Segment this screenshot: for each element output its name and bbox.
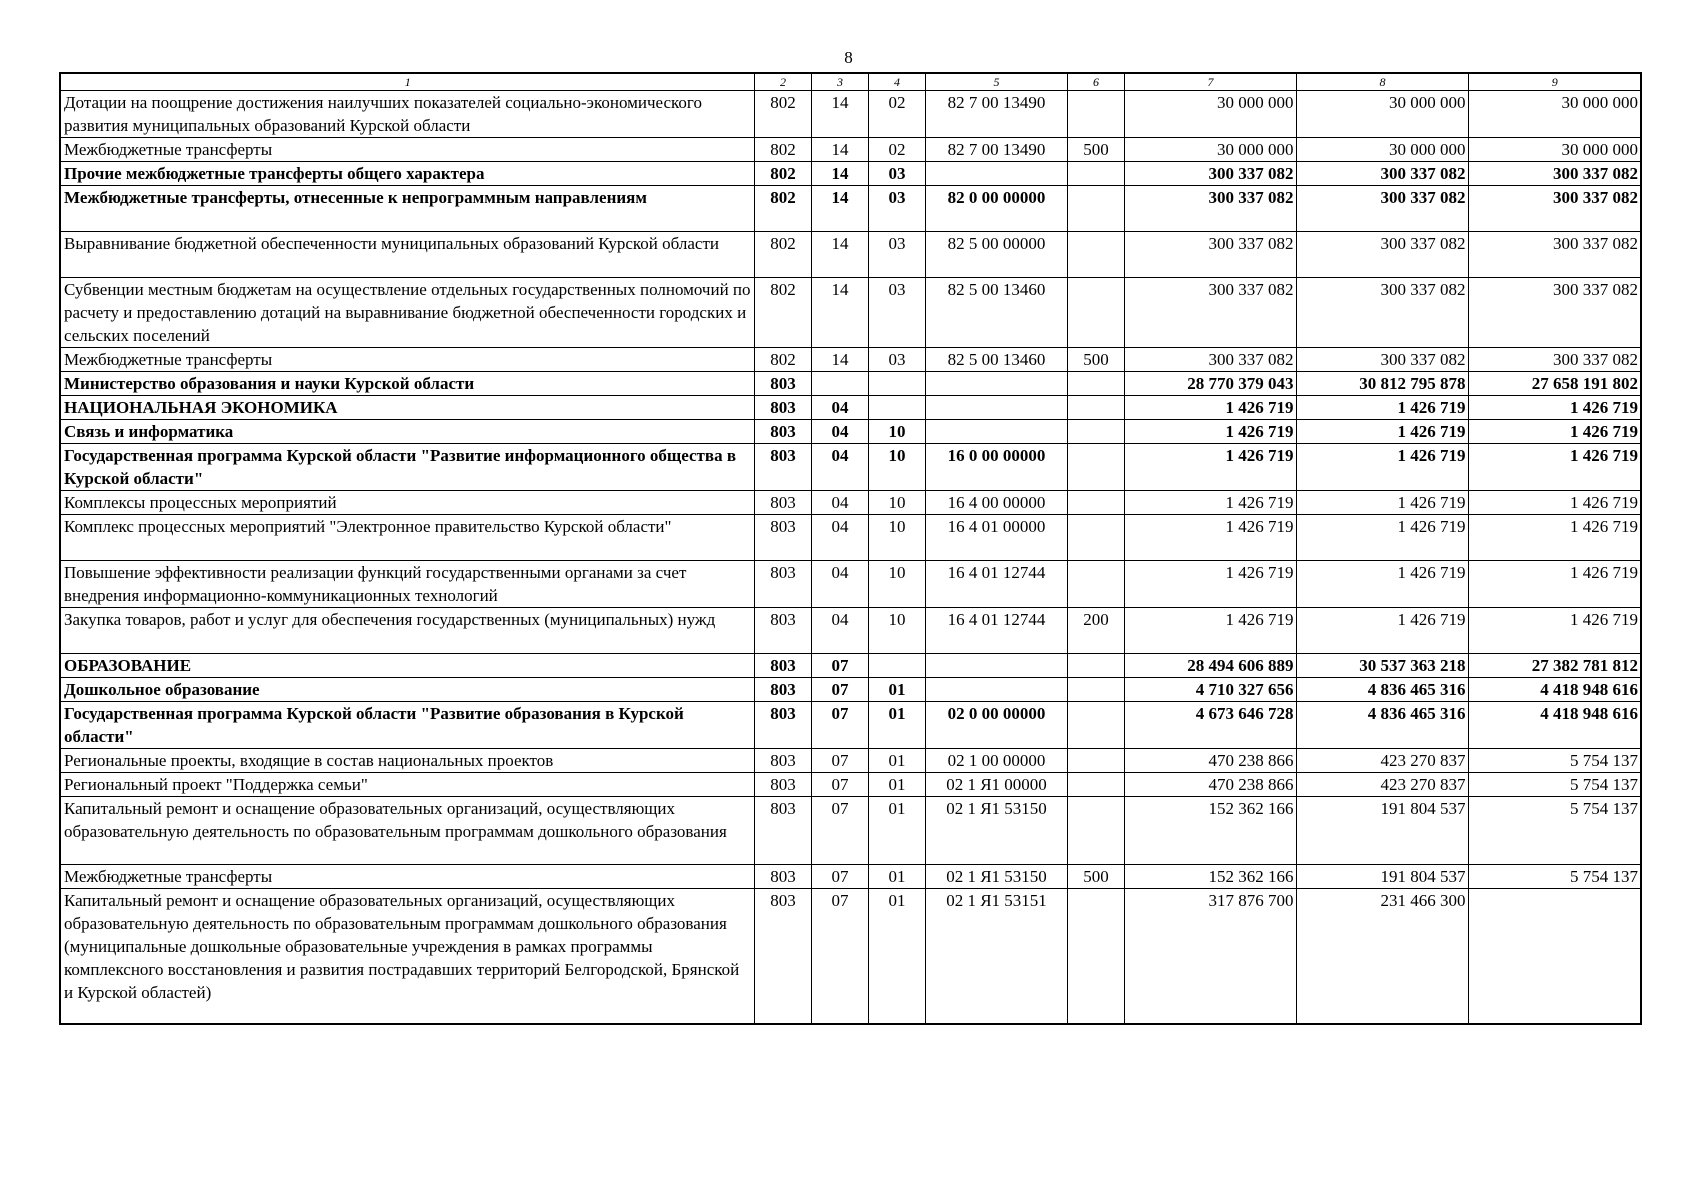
row-amount-col7: 300 337 082 bbox=[1124, 278, 1296, 348]
row-section: 04 bbox=[811, 420, 868, 444]
table-row bbox=[60, 654, 1641, 678]
column-number-row bbox=[60, 73, 1641, 91]
row-target-item: 82 5 00 13460 bbox=[925, 278, 1067, 348]
row-amount-col7: 470 238 866 bbox=[1124, 773, 1296, 797]
row-expense-type bbox=[1067, 372, 1124, 396]
row-amount-col8: 4 836 465 316 bbox=[1296, 702, 1468, 749]
row-amount-col9: 5 754 137 bbox=[1468, 773, 1641, 797]
row-target-item: 82 5 00 13460 bbox=[925, 348, 1067, 372]
row-section: 07 bbox=[811, 654, 868, 678]
row-subsection: 10 bbox=[868, 515, 925, 561]
row-subsection: 01 bbox=[868, 889, 925, 1025]
column-number: 5 bbox=[925, 73, 1067, 91]
row-amount-col7: 1 426 719 bbox=[1124, 515, 1296, 561]
row-section: 14 bbox=[811, 91, 868, 138]
row-expense-type bbox=[1067, 396, 1124, 420]
row-name: Капитальный ремонт и оснащение образовательных организаций, осуществляющих образовательную деятельность по образовательным программам дошкольного образования bbox=[60, 797, 754, 865]
page-number: 8 bbox=[844, 48, 853, 67]
row-expense-type bbox=[1067, 232, 1124, 278]
row-subsection: 01 bbox=[868, 749, 925, 773]
row-target-item bbox=[925, 420, 1067, 444]
table-row bbox=[60, 678, 1641, 702]
row-subsection: 10 bbox=[868, 491, 925, 515]
row-grbs: 802 bbox=[754, 348, 811, 372]
row-subsection: 03 bbox=[868, 348, 925, 372]
row-target-item: 16 0 00 00000 bbox=[925, 444, 1067, 491]
row-subsection: 01 bbox=[868, 865, 925, 889]
row-name: Выравнивание бюджетной обеспеченности муниципальных образований Курской области bbox=[60, 232, 754, 278]
row-section: 07 bbox=[811, 865, 868, 889]
row-target-item: 02 1 Я1 53151 bbox=[925, 889, 1067, 1025]
row-subsection bbox=[868, 654, 925, 678]
table-row bbox=[60, 444, 1641, 491]
table-row bbox=[60, 491, 1641, 515]
column-number: 9 bbox=[1468, 73, 1641, 91]
row-subsection bbox=[868, 372, 925, 396]
row-expense-type bbox=[1067, 889, 1124, 1025]
table-row bbox=[60, 702, 1641, 749]
row-expense-type: 500 bbox=[1067, 348, 1124, 372]
row-amount-col7: 1 426 719 bbox=[1124, 608, 1296, 654]
row-amount-col8: 300 337 082 bbox=[1296, 232, 1468, 278]
row-name: Государственная программа Курской области "Развитие информационного общества в Курской области" bbox=[60, 444, 754, 491]
row-name: ОБРАЗОВАНИЕ bbox=[60, 654, 754, 678]
row-grbs: 803 bbox=[754, 797, 811, 865]
row-amount-col7: 152 362 166 bbox=[1124, 865, 1296, 889]
row-expense-type bbox=[1067, 654, 1124, 678]
table-row bbox=[60, 561, 1641, 608]
table-row bbox=[60, 889, 1641, 1025]
row-target-item: 16 4 01 12744 bbox=[925, 608, 1067, 654]
table-row bbox=[60, 396, 1641, 420]
row-section: 04 bbox=[811, 515, 868, 561]
row-amount-col9: 1 426 719 bbox=[1468, 491, 1641, 515]
table-row bbox=[60, 91, 1641, 138]
row-expense-type bbox=[1067, 162, 1124, 186]
row-grbs: 802 bbox=[754, 162, 811, 186]
row-target-item bbox=[925, 654, 1067, 678]
row-grbs: 802 bbox=[754, 186, 811, 232]
row-name: Прочие межбюджетные трансферты общего характера bbox=[60, 162, 754, 186]
row-target-item bbox=[925, 396, 1067, 420]
row-section: 14 bbox=[811, 186, 868, 232]
row-amount-col8: 30 000 000 bbox=[1296, 91, 1468, 138]
row-amount-col7: 300 337 082 bbox=[1124, 232, 1296, 278]
row-section: 07 bbox=[811, 773, 868, 797]
table-row bbox=[60, 865, 1641, 889]
row-amount-col8: 231 466 300 bbox=[1296, 889, 1468, 1025]
row-grbs: 803 bbox=[754, 865, 811, 889]
row-grbs: 803 bbox=[754, 749, 811, 773]
row-subsection: 01 bbox=[868, 678, 925, 702]
row-amount-col8: 300 337 082 bbox=[1296, 162, 1468, 186]
row-section: 04 bbox=[811, 561, 868, 608]
row-amount-col9: 5 754 137 bbox=[1468, 749, 1641, 773]
table-row bbox=[60, 186, 1641, 232]
row-expense-type bbox=[1067, 515, 1124, 561]
row-grbs: 803 bbox=[754, 444, 811, 491]
row-amount-col8: 1 426 719 bbox=[1296, 491, 1468, 515]
row-name: Государственная программа Курской области "Развитие образования в Курской области" bbox=[60, 702, 754, 749]
row-amount-col9: 300 337 082 bbox=[1468, 348, 1641, 372]
row-amount-col7: 1 426 719 bbox=[1124, 396, 1296, 420]
row-grbs: 802 bbox=[754, 138, 811, 162]
row-amount-col7: 1 426 719 bbox=[1124, 561, 1296, 608]
row-amount-col8: 1 426 719 bbox=[1296, 420, 1468, 444]
row-amount-col9: 1 426 719 bbox=[1468, 420, 1641, 444]
row-grbs: 803 bbox=[754, 372, 811, 396]
row-subsection: 03 bbox=[868, 186, 925, 232]
row-amount-col9: 27 382 781 812 bbox=[1468, 654, 1641, 678]
row-section: 14 bbox=[811, 162, 868, 186]
row-name: Региональные проекты, входящие в состав национальных проектов bbox=[60, 749, 754, 773]
table-row bbox=[60, 348, 1641, 372]
row-amount-col9: 300 337 082 bbox=[1468, 186, 1641, 232]
row-target-item: 82 7 00 13490 bbox=[925, 138, 1067, 162]
row-target-item: 02 0 00 00000 bbox=[925, 702, 1067, 749]
row-name: Капитальный ремонт и оснащение образовательных организаций, осуществляющих образовательную деятельность по образовательным программам дошкольного образования (муниципальные дошкольные образовательные учреждения в рамках программы комплексного восстановления и развития пострадавших территорий Белгородской, Брянской и Курской областей) bbox=[60, 889, 754, 1025]
row-amount-col7: 300 337 082 bbox=[1124, 162, 1296, 186]
row-expense-type bbox=[1067, 773, 1124, 797]
row-amount-col7: 1 426 719 bbox=[1124, 420, 1296, 444]
row-section: 04 bbox=[811, 444, 868, 491]
row-target-item: 02 1 Я1 00000 bbox=[925, 773, 1067, 797]
table-row bbox=[60, 797, 1641, 865]
row-grbs: 803 bbox=[754, 491, 811, 515]
row-section: 14 bbox=[811, 348, 868, 372]
row-expense-type bbox=[1067, 278, 1124, 348]
row-amount-col9: 1 426 719 bbox=[1468, 396, 1641, 420]
row-amount-col8: 30 537 363 218 bbox=[1296, 654, 1468, 678]
row-subsection: 03 bbox=[868, 162, 925, 186]
row-section bbox=[811, 372, 868, 396]
row-name: Межбюджетные трансферты, отнесенные к непрограммным направлениям bbox=[60, 186, 754, 232]
row-target-item bbox=[925, 162, 1067, 186]
row-amount-col8: 1 426 719 bbox=[1296, 561, 1468, 608]
row-section: 07 bbox=[811, 889, 868, 1025]
row-amount-col7: 300 337 082 bbox=[1124, 348, 1296, 372]
row-section: 07 bbox=[811, 749, 868, 773]
row-amount-col9: 30 000 000 bbox=[1468, 138, 1641, 162]
row-expense-type bbox=[1067, 702, 1124, 749]
row-name: Комплексы процессных мероприятий bbox=[60, 491, 754, 515]
row-grbs: 803 bbox=[754, 654, 811, 678]
row-subsection: 01 bbox=[868, 797, 925, 865]
row-target-item: 82 7 00 13490 bbox=[925, 91, 1067, 138]
row-name: Дотации на поощрение достижения наилучших показателей социально-экономического развития муниципальных образований Курской области bbox=[60, 91, 754, 138]
row-subsection: 01 bbox=[868, 702, 925, 749]
row-expense-type: 500 bbox=[1067, 138, 1124, 162]
row-name: Межбюджетные трансферты bbox=[60, 138, 754, 162]
row-target-item: 82 5 00 00000 bbox=[925, 232, 1067, 278]
row-subsection: 03 bbox=[868, 232, 925, 278]
row-amount-col8: 1 426 719 bbox=[1296, 515, 1468, 561]
row-amount-col7: 28 494 606 889 bbox=[1124, 654, 1296, 678]
row-expense-type bbox=[1067, 797, 1124, 865]
row-amount-col7: 4 673 646 728 bbox=[1124, 702, 1296, 749]
row-name: Министерство образования и науки Курской области bbox=[60, 372, 754, 396]
row-name: Региональный проект "Поддержка семьи" bbox=[60, 773, 754, 797]
row-grbs: 803 bbox=[754, 608, 811, 654]
row-expense-type bbox=[1067, 491, 1124, 515]
table-row bbox=[60, 773, 1641, 797]
row-expense-type: 200 bbox=[1067, 608, 1124, 654]
table-body bbox=[60, 73, 1641, 1024]
row-name: Повышение эффективности реализации функций государственными органами за счет внедрения информационно-коммуникационных технологий bbox=[60, 561, 754, 608]
row-name: НАЦИОНАЛЬНАЯ ЭКОНОМИКА bbox=[60, 396, 754, 420]
row-amount-col7: 300 337 082 bbox=[1124, 186, 1296, 232]
row-name: Связь и информатика bbox=[60, 420, 754, 444]
row-amount-col8: 1 426 719 bbox=[1296, 608, 1468, 654]
table-row bbox=[60, 515, 1641, 561]
row-section: 07 bbox=[811, 797, 868, 865]
row-amount-col7: 1 426 719 bbox=[1124, 491, 1296, 515]
row-section: 04 bbox=[811, 491, 868, 515]
row-target-item: 16 4 01 00000 bbox=[925, 515, 1067, 561]
row-amount-col8: 300 337 082 bbox=[1296, 278, 1468, 348]
row-amount-col9: 1 426 719 bbox=[1468, 608, 1641, 654]
row-target-item: 02 1 Я1 53150 bbox=[925, 797, 1067, 865]
table-row bbox=[60, 162, 1641, 186]
row-amount-col8: 4 836 465 316 bbox=[1296, 678, 1468, 702]
row-subsection: 02 bbox=[868, 91, 925, 138]
row-expense-type bbox=[1067, 561, 1124, 608]
row-subsection bbox=[868, 396, 925, 420]
row-amount-col7: 30 000 000 bbox=[1124, 138, 1296, 162]
column-number: 6 bbox=[1067, 73, 1124, 91]
row-amount-col8: 300 337 082 bbox=[1296, 186, 1468, 232]
row-target-item: 16 4 01 12744 bbox=[925, 561, 1067, 608]
row-grbs: 803 bbox=[754, 889, 811, 1025]
column-number: 1 bbox=[60, 73, 754, 91]
column-number: 7 bbox=[1124, 73, 1296, 91]
row-name: Дошкольное образование bbox=[60, 678, 754, 702]
row-section: 07 bbox=[811, 678, 868, 702]
row-amount-col9: 1 426 719 bbox=[1468, 515, 1641, 561]
row-grbs: 802 bbox=[754, 91, 811, 138]
row-subsection: 10 bbox=[868, 561, 925, 608]
table-row bbox=[60, 608, 1641, 654]
row-grbs: 803 bbox=[754, 702, 811, 749]
row-amount-col7: 28 770 379 043 bbox=[1124, 372, 1296, 396]
row-amount-col8: 191 804 537 bbox=[1296, 797, 1468, 865]
column-number: 8 bbox=[1296, 73, 1468, 91]
column-number: 2 bbox=[754, 73, 811, 91]
row-amount-col9: 27 658 191 802 bbox=[1468, 372, 1641, 396]
row-target-item: 16 4 00 00000 bbox=[925, 491, 1067, 515]
row-subsection: 10 bbox=[868, 608, 925, 654]
row-expense-type: 500 bbox=[1067, 865, 1124, 889]
table-row bbox=[60, 278, 1641, 348]
row-expense-type bbox=[1067, 186, 1124, 232]
row-name: Межбюджетные трансферты bbox=[60, 348, 754, 372]
row-target-item: 02 1 Я1 53150 bbox=[925, 865, 1067, 889]
column-number: 3 bbox=[811, 73, 868, 91]
row-grbs: 803 bbox=[754, 678, 811, 702]
row-section: 14 bbox=[811, 232, 868, 278]
row-amount-col9: 4 418 948 616 bbox=[1468, 702, 1641, 749]
row-amount-col9: 5 754 137 bbox=[1468, 797, 1641, 865]
row-amount-col7: 4 710 327 656 bbox=[1124, 678, 1296, 702]
row-expense-type bbox=[1067, 91, 1124, 138]
row-subsection: 03 bbox=[868, 278, 925, 348]
row-expense-type bbox=[1067, 420, 1124, 444]
row-amount-col8: 423 270 837 bbox=[1296, 773, 1468, 797]
row-amount-col9: 300 337 082 bbox=[1468, 278, 1641, 348]
row-amount-col9: 300 337 082 bbox=[1468, 162, 1641, 186]
row-target-item bbox=[925, 372, 1067, 396]
table-row bbox=[60, 749, 1641, 773]
row-amount-col7: 1 426 719 bbox=[1124, 444, 1296, 491]
row-amount-col7: 470 238 866 bbox=[1124, 749, 1296, 773]
row-name: Межбюджетные трансферты bbox=[60, 865, 754, 889]
table-row bbox=[60, 372, 1641, 396]
row-grbs: 803 bbox=[754, 420, 811, 444]
row-amount-col9 bbox=[1468, 889, 1641, 1025]
row-subsection: 01 bbox=[868, 773, 925, 797]
row-grbs: 803 bbox=[754, 561, 811, 608]
row-amount-col9: 1 426 719 bbox=[1468, 561, 1641, 608]
row-expense-type bbox=[1067, 749, 1124, 773]
row-amount-col8: 191 804 537 bbox=[1296, 865, 1468, 889]
table-row bbox=[60, 420, 1641, 444]
row-grbs: 802 bbox=[754, 278, 811, 348]
row-grbs: 803 bbox=[754, 396, 811, 420]
row-subsection: 10 bbox=[868, 420, 925, 444]
row-amount-col8: 1 426 719 bbox=[1296, 396, 1468, 420]
row-section: 04 bbox=[811, 396, 868, 420]
row-target-item: 02 1 00 00000 bbox=[925, 749, 1067, 773]
row-amount-col7: 30 000 000 bbox=[1124, 91, 1296, 138]
row-section: 07 bbox=[811, 702, 868, 749]
row-section: 04 bbox=[811, 608, 868, 654]
row-amount-col7: 152 362 166 bbox=[1124, 797, 1296, 865]
row-amount-col9: 5 754 137 bbox=[1468, 865, 1641, 889]
row-amount-col9: 30 000 000 bbox=[1468, 91, 1641, 138]
row-grbs: 803 bbox=[754, 773, 811, 797]
row-expense-type bbox=[1067, 678, 1124, 702]
row-name: Субвенции местным бюджетам на осуществление отдельных государственных полномочий по расчету и предоставлению дотаций на выравнивание бюджетной обеспеченности городских и сельских поселений bbox=[60, 278, 754, 348]
row-amount-col8: 423 270 837 bbox=[1296, 749, 1468, 773]
row-name: Закупка товаров, работ и услуг для обеспечения государственных (муниципальных) нужд bbox=[60, 608, 754, 654]
row-amount-col8: 30 000 000 bbox=[1296, 138, 1468, 162]
row-amount-col9: 1 426 719 bbox=[1468, 444, 1641, 491]
row-expense-type bbox=[1067, 444, 1124, 491]
row-amount-col8: 300 337 082 bbox=[1296, 348, 1468, 372]
row-name: Комплекс процессных мероприятий "Электронное правительство Курской области" bbox=[60, 515, 754, 561]
row-amount-col8: 1 426 719 bbox=[1296, 444, 1468, 491]
row-amount-col9: 300 337 082 bbox=[1468, 232, 1641, 278]
column-number: 4 bbox=[868, 73, 925, 91]
table-row bbox=[60, 138, 1641, 162]
budget-table bbox=[59, 72, 1642, 1025]
row-target-item bbox=[925, 678, 1067, 702]
row-target-item: 82 0 00 00000 bbox=[925, 186, 1067, 232]
row-amount-col7: 317 876 700 bbox=[1124, 889, 1296, 1025]
row-amount-col9: 4 418 948 616 bbox=[1468, 678, 1641, 702]
table-row bbox=[60, 232, 1641, 278]
row-subsection: 10 bbox=[868, 444, 925, 491]
row-amount-col8: 30 812 795 878 bbox=[1296, 372, 1468, 396]
row-section: 14 bbox=[811, 138, 868, 162]
row-grbs: 803 bbox=[754, 515, 811, 561]
row-subsection: 02 bbox=[868, 138, 925, 162]
row-section: 14 bbox=[811, 278, 868, 348]
row-grbs: 802 bbox=[754, 232, 811, 278]
